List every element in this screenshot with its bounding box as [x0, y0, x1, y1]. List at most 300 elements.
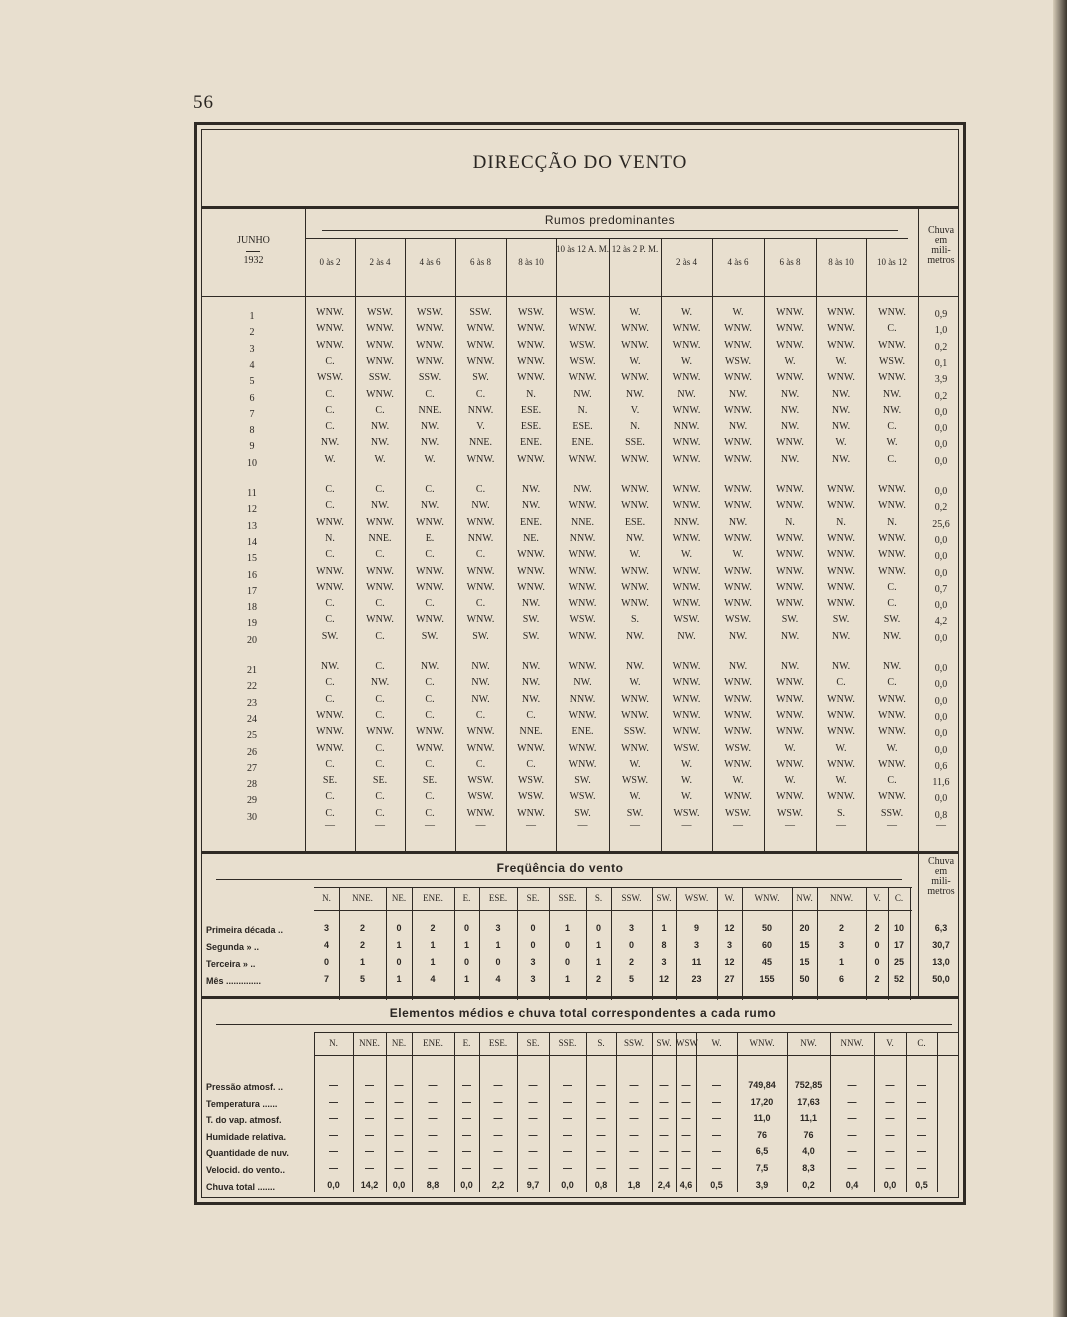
elements-cell: — [365, 1163, 374, 1173]
wind-cell: WNW. [724, 484, 752, 495]
wind-cell: WNW. [366, 339, 394, 351]
wind-cell: WNW. [827, 323, 855, 335]
wind-cell: WNW. [672, 598, 701, 610]
wind-cell: V. [476, 421, 485, 433]
wind-cell: C. [887, 677, 897, 689]
wind-cell: S. [630, 614, 640, 626]
wind-cell: C. [425, 388, 435, 400]
freq-bottom-rule [202, 996, 958, 999]
wind-cell: NW. [625, 630, 645, 642]
freq-row-label: Terceira » .. [206, 959, 256, 969]
dash-cell: — [785, 820, 795, 831]
wind-cell: WSW. [467, 791, 494, 803]
elements-cell: — [493, 1163, 503, 1173]
day-label: 13 [247, 520, 257, 532]
wind-cell: C. [526, 709, 536, 721]
freq-cell: 3 [323, 923, 329, 933]
elements-cell: 9,7 [526, 1179, 540, 1190]
elements-row-label: T. do vap. atmosf. [206, 1115, 282, 1126]
elements-header: W. [711, 1038, 722, 1048]
elements-cell: — [681, 1163, 691, 1173]
wind-cell: WNW. [724, 453, 752, 465]
wind-cell: WNW. [517, 581, 545, 593]
elements-head-bottom [314, 1055, 958, 1056]
wind-cell: WNW. [724, 598, 752, 610]
wind-cell: WNW. [316, 581, 344, 593]
elements-header: SSW. [624, 1038, 644, 1048]
rain-cell: 0,0 [934, 534, 948, 546]
wind-cell: C. [475, 709, 486, 721]
wind-cell: WNW. [776, 726, 804, 738]
elements-cell: — [629, 1080, 639, 1090]
wind-cell: WNW. [827, 791, 855, 803]
wind-cell: WNW. [416, 565, 444, 577]
wind-cell: SSW. [418, 372, 442, 384]
wind-cell: NW. [420, 661, 440, 672]
month-label: JUNHO [237, 235, 270, 246]
wind-cell: WNW. [466, 339, 495, 351]
wind-cell: WNW. [724, 500, 752, 512]
wind-cell: WNW. [724, 372, 752, 384]
wind-cell: NW. [780, 661, 800, 672]
wind-cell: NNW. [569, 532, 596, 544]
freq-cell: 1 [661, 923, 667, 933]
wind-cell: WNW. [672, 661, 701, 672]
freq-cell: 7 [323, 974, 329, 984]
wind-cell: V. [630, 404, 640, 416]
wind-cell: WNW. [672, 565, 701, 577]
freq-cell: 2 [838, 923, 844, 933]
wind-cell: WSW. [569, 307, 596, 318]
elements-cell: 0,2 [802, 1179, 815, 1190]
wind-bottom-rule [202, 851, 958, 854]
wind-cell: WSW. [517, 307, 545, 318]
wind-cell: WNW. [316, 339, 344, 351]
wind-cell: NNE. [570, 516, 595, 528]
elements-cell: — [462, 1146, 471, 1157]
freq-header: NNW. [830, 893, 853, 903]
wind-cell: SW. [883, 614, 901, 626]
wind-cell: C. [425, 484, 435, 495]
freq-cell: 3 [530, 974, 536, 984]
freq-row-label: Mês .............. [206, 976, 262, 986]
wind-cell: SW. [472, 372, 489, 384]
freq-cell: 1 [838, 957, 844, 967]
elements-row-label: Temperatura ...... [206, 1098, 278, 1109]
elements-cell: — [847, 1163, 857, 1173]
wind-cell: ENE. [520, 516, 542, 528]
wind-cell: WNW. [672, 484, 701, 495]
wind-cell: NW. [471, 693, 490, 705]
freq-cell: 2 [874, 923, 880, 933]
wind-cell: W. [886, 742, 898, 754]
elements-cell: — [917, 1080, 926, 1090]
wind-cell: W. [680, 791, 693, 803]
wind-cell: WNW. [672, 453, 701, 465]
wind-cell: WNW. [878, 484, 906, 495]
elements-cell: — [712, 1146, 721, 1157]
elements-cell: — [462, 1163, 471, 1173]
freq-cell: 3 [726, 940, 732, 950]
freq-cell: 0 [463, 923, 469, 933]
elements-cell: — [885, 1146, 895, 1157]
wind-cell: WNW. [621, 372, 649, 384]
elements-title: Elementos médios e chuva total correspondentes a cada rumo [389, 1006, 777, 1020]
freq-cell: 8 [661, 940, 667, 950]
wind-cell: WNW. [672, 437, 701, 449]
wind-cell: WNW. [672, 532, 701, 544]
wind-cell: WNW. [827, 565, 855, 577]
wind-cell: NNE. [368, 532, 392, 544]
wind-cell: WSW. [517, 791, 545, 803]
day-label: 12 [247, 504, 257, 516]
freq-header: C. [894, 893, 904, 903]
rain-cell: 0,0 [934, 744, 948, 756]
day-label: 17 [247, 585, 257, 597]
wind-cell: WNW. [776, 437, 804, 449]
wind-cell: C. [325, 484, 335, 495]
wind-cell: C. [887, 323, 897, 335]
wind-cell: WNW. [466, 614, 495, 626]
wind-cell: C. [425, 677, 435, 689]
freq-col-line [910, 887, 911, 1000]
wind-cell: C. [375, 484, 385, 495]
wind-cell: WNW. [517, 742, 545, 754]
dash-cell: — [887, 820, 897, 831]
elements-cell: — [917, 1146, 926, 1157]
elements-brace [216, 1024, 952, 1025]
year-rule [246, 251, 260, 252]
elements-row-label: Chuva total ....... [206, 1181, 276, 1192]
dash-cell: — [425, 820, 435, 831]
day-label: 21 [247, 665, 257, 676]
freq-cell: 5 [628, 974, 634, 984]
wind-cell: WNW. [776, 307, 804, 318]
wind-cell: NNE. [519, 726, 543, 738]
elements-cell: — [462, 1096, 471, 1107]
wind-cell: SSW. [880, 807, 904, 819]
table-inner-border [201, 129, 959, 1198]
rain-cell: 0,0 [934, 551, 948, 563]
wind-cell: WNW. [776, 693, 804, 705]
elements-cell: 76 [756, 1129, 767, 1140]
wind-cell: WNW. [621, 693, 649, 705]
wind-cell: NW. [728, 630, 748, 642]
wind-cell: WNW. [672, 500, 701, 512]
wind-cell: W. [629, 355, 641, 367]
wind-cell: C. [375, 630, 385, 642]
wind-cell: WSW. [673, 742, 700, 754]
wind-cell: SW. [522, 614, 540, 626]
freq-cell: 155 [759, 974, 775, 984]
elements-cell: — [681, 1113, 691, 1124]
wind-cell: WSW. [569, 791, 596, 803]
freq-cell: 45 [761, 957, 772, 967]
elements-cell: — [365, 1146, 374, 1157]
freq-header: WSW. [684, 893, 709, 903]
wind-cell: NW. [573, 484, 592, 495]
elements-header: NNE. [359, 1038, 380, 1048]
freq-rain-header-line: em [934, 866, 948, 877]
wind-cell: SE. [372, 775, 388, 787]
freq-cell: 0 [874, 957, 880, 967]
wind-cell: WNW. [517, 339, 545, 351]
elements-cell: — [596, 1096, 606, 1107]
dash-cell: — [577, 820, 588, 831]
elements-cell: — [329, 1129, 338, 1140]
elements-cell: 2,2 [491, 1179, 505, 1190]
elements-cell: — [847, 1129, 857, 1140]
freq-row-label: Primeira década .. [206, 925, 284, 935]
freq-cell: 2 [359, 923, 365, 933]
wind-cell: C. [375, 549, 385, 561]
wind-cell: NW. [625, 661, 645, 672]
wind-cell: WSW. [724, 355, 752, 367]
elements-header: SW. [656, 1038, 672, 1048]
wind-cell: WNW. [316, 726, 344, 738]
day-label: 28 [247, 779, 257, 791]
day-label: 7 [249, 408, 255, 420]
rain-cell: 0,2 [934, 341, 948, 353]
wind-cell: WNW. [672, 323, 701, 335]
rain-cell: 25,6 [932, 518, 950, 530]
freq-header: SSW. [621, 893, 642, 903]
wind-cell: C. [375, 598, 385, 610]
wind-cell: WNW. [517, 453, 545, 465]
wind-cell: WNW. [724, 726, 752, 738]
elements-cell: 7,5 [755, 1163, 769, 1173]
wind-cell: ENE. [571, 726, 594, 738]
wind-cell: NNE. [468, 437, 493, 449]
freq-header: V. [873, 893, 881, 903]
wind-cell: WNW. [416, 581, 444, 593]
wind-cell: WNW. [621, 500, 649, 512]
rain-cell: 0,1 [934, 357, 948, 369]
elements-cell: 4,0 [802, 1146, 815, 1157]
elements-cell: — [528, 1080, 538, 1090]
day-label: 6 [249, 392, 255, 404]
wind-cell: WNW. [316, 709, 344, 721]
wind-cell: WNW. [878, 339, 906, 351]
elements-cell: 8,8 [426, 1179, 440, 1190]
wind-cell: WSW. [724, 742, 752, 754]
wind-cell: WNW. [827, 307, 855, 318]
wind-cell: C. [425, 807, 435, 819]
wind-cell: NNW. [467, 532, 494, 544]
dash-cell: — [630, 820, 640, 831]
time-header: 0 às 2 [319, 257, 341, 267]
freq-rain-cell: 13,0 [932, 957, 950, 967]
wind-cell: C. [325, 758, 335, 770]
rain-cell: 0,0 [934, 486, 948, 497]
elements-cell: — [563, 1129, 572, 1140]
day-label: 27 [247, 762, 257, 774]
wind-cell: NW. [625, 388, 645, 400]
wind-cell: NNW. [673, 516, 700, 528]
wind-cell: WNW. [776, 484, 804, 495]
wind-cell: C. [325, 598, 335, 610]
freq-cell: 12 [724, 957, 735, 967]
wind-cell: C. [325, 388, 335, 400]
wind-cell: WNW. [776, 549, 804, 561]
wind-cell: C. [375, 404, 385, 416]
wind-cell: WNW. [366, 516, 394, 528]
freq-cell: 0 [564, 957, 570, 967]
freq-cell: 27 [724, 974, 735, 984]
elements-cell: 0,8 [594, 1179, 608, 1190]
freq-header: SE. [526, 893, 540, 903]
elements-header: N. [329, 1038, 338, 1048]
elements-cell: — [917, 1163, 926, 1173]
wind-cell: WNW. [776, 709, 804, 721]
wind-cell: NW. [521, 677, 541, 689]
wind-cell: W. [835, 355, 847, 367]
elements-cell: — [462, 1080, 471, 1090]
wind-cell: SE. [422, 775, 438, 787]
day-label: 8 [249, 425, 255, 437]
elements-cell: — [528, 1163, 538, 1173]
wind-cell: WNW. [517, 323, 545, 335]
wind-cell: WNW. [517, 372, 545, 384]
elements-cell: — [596, 1163, 606, 1173]
wind-cell: NW. [521, 484, 541, 495]
freq-cell: 3 [661, 957, 667, 967]
wind-cell: SW. [574, 807, 591, 819]
freq-cell: 1 [564, 923, 570, 933]
wind-cell: N. [526, 388, 536, 400]
elements-cell: — [563, 1113, 572, 1124]
elements-cell: — [563, 1080, 572, 1090]
elements-cell: 0,0 [883, 1179, 897, 1190]
rain-cell: 0,8 [934, 809, 948, 821]
wind-cell: N. [325, 532, 335, 544]
freq-cell: 0 [628, 940, 634, 950]
freq-cell: 25 [893, 957, 904, 967]
freq-cell: 12 [658, 974, 669, 984]
freq-cell: 4 [495, 974, 501, 984]
freq-cell: 20 [799, 923, 810, 933]
wind-cell: N. [836, 516, 846, 528]
wind-cell: ESE. [520, 404, 542, 416]
elements-cell: — [681, 1096, 691, 1107]
header-divider [202, 296, 958, 297]
wind-cell: WNW. [517, 565, 545, 577]
freq-header: NW. [796, 893, 813, 903]
freq-cell: 2 [359, 940, 365, 950]
freq-cell: 0 [530, 940, 536, 950]
day-label: 10 [247, 457, 257, 469]
wind-cell: SW. [321, 630, 339, 642]
wind-cell: WNW. [776, 791, 804, 803]
wind-cell: WNW. [416, 339, 444, 351]
time-header: 10 às 12 A. M. [556, 244, 610, 254]
elements-cell: — [329, 1080, 338, 1090]
wind-cell: WNW. [776, 581, 804, 593]
elements-cell: — [659, 1096, 669, 1107]
rain-header-line: em [934, 235, 948, 246]
wind-cell: C. [475, 598, 486, 610]
dash-cell: — [681, 820, 692, 831]
page-number: 56 [193, 92, 214, 113]
freq-header: NNE. [352, 893, 373, 903]
wind-cell: NW. [831, 453, 851, 465]
wind-cell: C. [325, 421, 335, 433]
elements-cell: 11,1 [799, 1113, 818, 1124]
freq-cell: 2 [874, 974, 880, 984]
wind-cell: WNW. [517, 355, 545, 367]
elements-cell: — [712, 1096, 721, 1107]
wind-cell: C. [375, 693, 385, 705]
elements-cell: — [428, 1163, 438, 1173]
wind-cell: WNW. [416, 614, 444, 626]
wind-cell: C. [887, 581, 897, 593]
wind-cell: WNW. [316, 742, 344, 754]
wind-cell: WNW. [827, 339, 855, 351]
elements-cell: — [365, 1080, 374, 1090]
wind-cell: WNW. [724, 437, 752, 449]
freq-cell: 3 [838, 940, 844, 950]
wind-cell: WNW. [776, 758, 804, 770]
wind-cell: NW. [831, 661, 851, 672]
elements-cell: 0,4 [845, 1179, 859, 1190]
wind-cell: NW. [573, 677, 592, 689]
freq-cell: 60 [761, 940, 772, 950]
freq-rain-cell: 6,3 [934, 923, 948, 933]
elements-header: C. [917, 1038, 926, 1048]
wind-cell: SW. [421, 630, 439, 642]
wind-cell: WSW. [673, 614, 700, 626]
wind-cell: WNW. [416, 726, 444, 738]
time-header: 6 às 8 [779, 257, 801, 267]
freq-cell: 1 [430, 957, 436, 967]
wind-cell: WNW. [776, 532, 804, 544]
freq-cell: 10 [893, 923, 904, 933]
elements-header: WSW [676, 1038, 698, 1048]
freq-cell: 50 [761, 923, 772, 933]
wind-cell: WNW. [827, 726, 855, 738]
wind-cell: WNW. [672, 404, 701, 416]
wind-cell: WNW. [621, 453, 649, 465]
wind-cell: WSW. [467, 775, 494, 787]
elements-cell: — [428, 1146, 438, 1157]
wind-cell: WNW. [827, 500, 855, 512]
elements-cell: — [917, 1113, 926, 1124]
wind-cell: WNW. [724, 532, 752, 544]
freq-cell: 2 [430, 923, 436, 933]
elements-cell: — [917, 1129, 926, 1140]
rain-cell: 0,0 [934, 793, 948, 805]
wind-cell: NW. [521, 693, 541, 705]
wind-cell: NW. [521, 500, 541, 512]
elements-cell: — [365, 1113, 374, 1124]
wind-cell: SW. [626, 807, 644, 819]
wind-cell: C. [526, 758, 536, 770]
freq-cell: 1 [564, 974, 570, 984]
elements-cell: 0,0 [561, 1179, 574, 1190]
wind-cell: WNW. [776, 500, 804, 512]
wind-cell: WSW. [517, 775, 545, 787]
time-header: 6 às 8 [470, 257, 491, 267]
wind-cell: WNW. [878, 549, 906, 561]
dash-cell: — [375, 820, 385, 831]
day-label: 29 [247, 795, 257, 807]
freq-header: NE. [391, 893, 407, 903]
elements-cell: — [394, 1080, 404, 1090]
freq-rain-header-line: metros [927, 886, 955, 897]
freq-cell: 52 [893, 974, 904, 984]
elements-cell: — [563, 1096, 572, 1107]
wind-cell: W. [324, 453, 336, 465]
